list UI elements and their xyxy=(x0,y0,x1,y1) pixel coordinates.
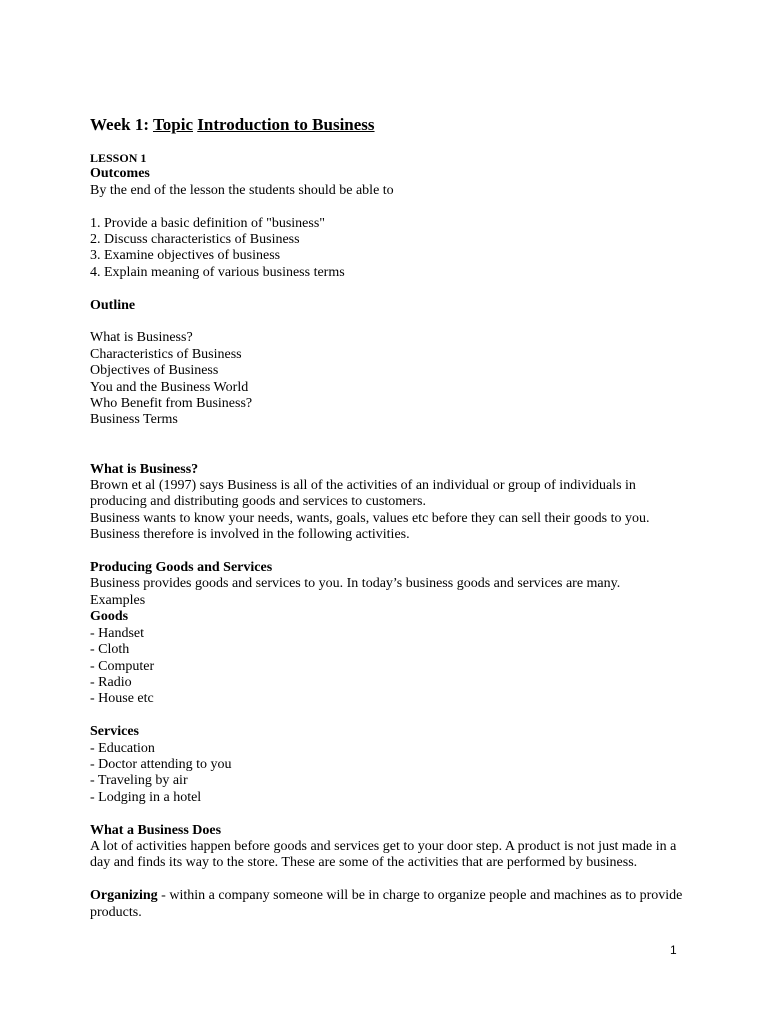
outline-item: Who Benefit from Business? xyxy=(90,396,253,412)
services-item: - Education xyxy=(90,740,155,756)
paragraph-line: products. xyxy=(90,904,142,920)
lesson-label: LESSON 1 xyxy=(90,151,147,165)
outcomes-intro: By the end of the lesson the students should be able to xyxy=(90,182,394,198)
goods-item: - Handset xyxy=(90,625,145,641)
outline-item: What is Business? xyxy=(90,330,193,346)
services-heading: Services xyxy=(90,724,139,740)
outline-item: You and the Business World xyxy=(90,379,249,395)
topic-label: Topic xyxy=(152,115,193,134)
goods-heading: Goods xyxy=(90,609,129,625)
paragraph-line: Business wants to know your needs, wants, goals, values etc before they can sell their goods to you. xyxy=(90,510,650,526)
goods-item: - House etc xyxy=(90,691,154,707)
organizing-term: Organizing xyxy=(90,888,158,904)
paragraph-line: Business therefore is involved in the following activities. xyxy=(90,527,410,543)
goods-item: - Computer xyxy=(90,658,155,674)
document-body xyxy=(90,150,690,921)
outline-item: Objectives of Business xyxy=(90,363,219,379)
goods-item: - Cloth xyxy=(90,642,130,658)
organizing-paragraph xyxy=(90,888,690,904)
outcome-item: 4. Explain meaning of various business terms xyxy=(90,264,345,280)
services-item: - Lodging in a hotel xyxy=(90,789,202,805)
organizing-text: - within a company someone will be in charge to organize people and machines as to provide xyxy=(157,888,683,904)
paragraph-line: producing and distributing goods and services to customers. xyxy=(90,494,426,510)
outcome-item: 2. Discuss characteristics of Business xyxy=(90,232,300,248)
outcome-item: 3. Examine objectives of business xyxy=(90,248,281,264)
services-item: - Traveling by air xyxy=(90,773,188,789)
section-heading-what-is-business: What is Business? xyxy=(90,461,199,477)
paragraph-line: Brown et al (1997) says Business is all of the activities of an individual or group of individuals in xyxy=(90,478,636,494)
outcomes-heading: Outcomes xyxy=(90,166,150,182)
paragraph-line: Examples xyxy=(90,592,146,608)
paragraph-line: day and finds its way to the store. These are some of the activities that are performed by business. xyxy=(90,855,638,871)
services-item: - Doctor attending to you xyxy=(90,756,232,772)
title-text: Introduction to Business xyxy=(197,115,375,134)
paragraph-line: A lot of activities happen before goods and services get to your door step. A product is not just made in a xyxy=(90,838,677,854)
outline-item: Characteristics of Business xyxy=(90,346,242,362)
page-number: 1 xyxy=(670,943,677,957)
outline-heading: Outline xyxy=(90,297,136,313)
outcome-item: 1. Provide a basic definition of "business" xyxy=(90,215,326,231)
goods-item: - Radio xyxy=(90,674,132,690)
section-heading-what-business-does: What a Business Does xyxy=(90,822,222,838)
week-label: Week 1: xyxy=(90,115,150,134)
outline-item: Business Terms xyxy=(90,412,178,428)
paragraph-line: Business provides goods and services to you. In today’s business goods and services are many. xyxy=(90,576,621,592)
section-heading-producing: Producing Goods and Services xyxy=(90,560,273,576)
page-title xyxy=(90,115,375,135)
